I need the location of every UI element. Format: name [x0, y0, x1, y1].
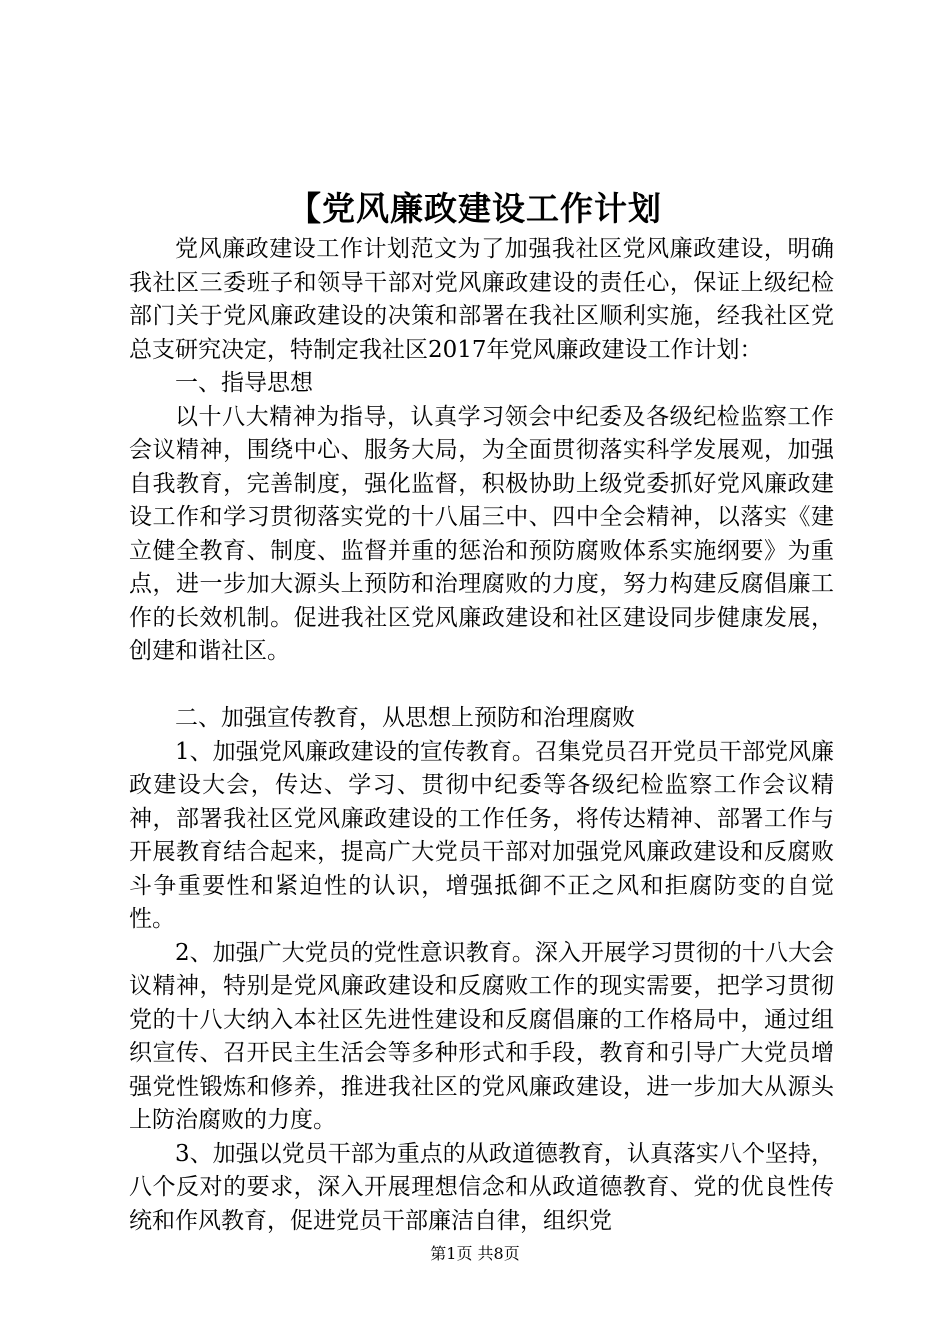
- paragraph-guiding-ideology: 以十八大精神为指导，认真学习领会中纪委及各级纪检监察工作会议精神，围绕中心、服务大局，为全面贯彻落实科学发展观，加强自我教育，完善制度，强化监督，积极协助上级党委抓好党风廉政建设工作和学习贯彻落实党的十八届三中、四中全会精神，以落实《建立健全教育、制度、监督并重的惩治和预防腐败体系实施纲要》为重点，进一步加大源头上预防和治理腐败的力度，努力构建反腐倡廉工作的长效机制。促进我社区党风廉政建设和社区建设同步健康发展，创建和谐社区。: [129, 403, 834, 664]
- page-number: 第1页 共8页: [430, 1244, 520, 1263]
- document-body: [129, 233, 834, 1238]
- paragraph-item-1: 1、加强党风廉政建设的宣传教育。召集党员召开党员干部党风廉政建设大会，传达、学习、贯彻中纪委等各级纪检监察工作会议精神，部署我社区党风廉政建设的工作任务，将传达精神、部署工作与开展教育结合起来，提高广大党员干部对加强党风廉政建设和反腐败斗争重要性和紧迫性的认识，增强抵御不正之风和拒腐防变的自觉性。: [129, 738, 834, 932]
- document-title: 【党风廉政建设工作计划: [288, 189, 662, 228]
- paragraph-spacer: [129, 669, 834, 703]
- heading-guiding-ideology: 一、指导思想: [175, 370, 313, 396]
- paragraph-item-3: 3、加强以党员干部为重点的从政道德教育，认真落实八个坚持，八个反对的要求，深入开展理想信念和从政道德教育、党的优良性传统和作风教育，促进党员干部廉洁自律，组织党: [129, 1140, 834, 1234]
- paragraph-item-2: 2、加强广大党员的党性意识教育。深入开展学习贯彻的十八大会议精神，特别是党风廉政建设和反腐败工作的现实需要，把学习贯彻党的十八大纳入本社区先进性建设和反腐倡廉的工作格局中，通过组织宣传、召开民主生活会等多种形式和手段，教育和引导广大党员增强党性锻炼和修养，推进我社区的党风廉政建设，进一步加大从源头上防治腐败的力度。: [129, 939, 834, 1133]
- heading-propaganda-education: 二、加强宣传教育，从思想上预防和治理腐败: [175, 705, 635, 731]
- paragraph-intro: 党风廉政建设工作计划范文为了加强我社区党风廉政建设，明确我社区三委班子和领导干部对党风廉政建设的责任心，保证上级纪检部门关于党风廉政建设的决策和部署在我社区顺利实施，经我社区党总支研究决定，特制定我社区2017年党风廉政建设工作计划：: [129, 236, 834, 363]
